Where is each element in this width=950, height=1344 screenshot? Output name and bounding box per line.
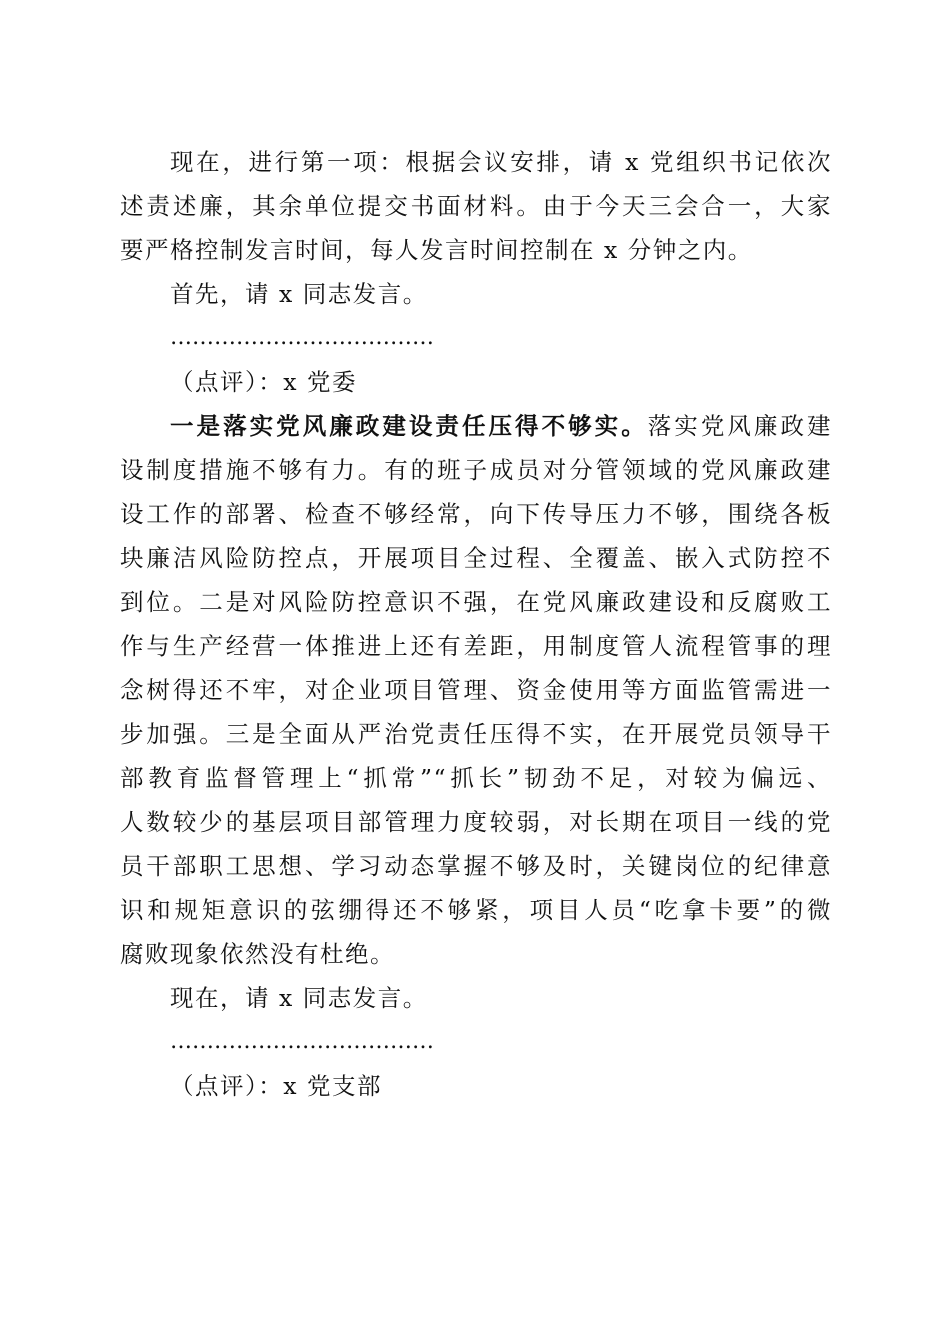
- body-line: 设制度措施不够有力。有的班子成员对分管领域的党风廉政建: [120, 456, 832, 484]
- body-line: 念树得还不牢，对企业项目管理、资金使用等方面监管需进一: [120, 676, 832, 704]
- first-speaker-line: 首先，请 x 同志发言。: [170, 280, 428, 308]
- body-last-line: 腐败现象依然没有杜绝。: [120, 940, 395, 968]
- body-line: 员干部职工思想、学习动态掌握不够及时，关键岗位的纪律意: [120, 852, 832, 880]
- comment-body-paragraph: [120, 404, 832, 1108]
- body-line: 识和规矩意识的弦绷得还不够紧，项目人员“吃拿卡要”的微: [120, 896, 832, 924]
- body-line: 块廉洁风险防控点，开展项目全过程、全覆盖、嵌入式防控不: [120, 544, 832, 572]
- body-line: 作与生产经营一体推进上还有差距，用制度管人流程管事的理: [120, 632, 832, 660]
- body-lead-bold: 一是落实党风廉政建设责任压得不够实。: [170, 412, 648, 440]
- body-line: 部教育监督管理上“抓常”“抓长”韧劲不足，对较为偏远、: [120, 764, 832, 792]
- comment-heading-2: （点评）：x 党支部: [170, 1072, 382, 1100]
- intro-paragraph: [120, 140, 832, 404]
- comment-heading-1: （点评）：x 党委: [170, 368, 357, 396]
- ellipsis-separator-1: ………………………………: [170, 325, 434, 350]
- ellipsis-separator-2: ………………………………: [170, 1029, 434, 1054]
- body-line: 人数较少的基层项目部管理力度较弱，对长期在项目一线的党: [120, 808, 832, 836]
- intro-line-2: 述责述廉，其余单位提交书面材料。由于今天三会合一，大家: [120, 192, 832, 220]
- body-line: 步加强。三是全面从严治党责任压得不实，在开展党员领导干: [120, 720, 832, 748]
- body-line: 设工作的部署、检查不够经常，向下传导压力不够，围绕各板: [120, 500, 832, 528]
- body-line: 到位。二是对风险防控意识不强，在党风廉政建设和反腐败工: [120, 588, 832, 616]
- body-line-1-rest: 落实党风廉政建: [647, 412, 832, 440]
- body-line-1: [120, 404, 832, 448]
- intro-line-1: 现在，进行第一项：根据会议安排，请 x 党组织书记依次: [170, 148, 832, 176]
- intro-line-3: 要严格控制发言时间，每人发言时间控制在 x 分钟之内。: [120, 236, 753, 264]
- second-speaker-line: 现在，请 x 同志发言。: [170, 984, 428, 1012]
